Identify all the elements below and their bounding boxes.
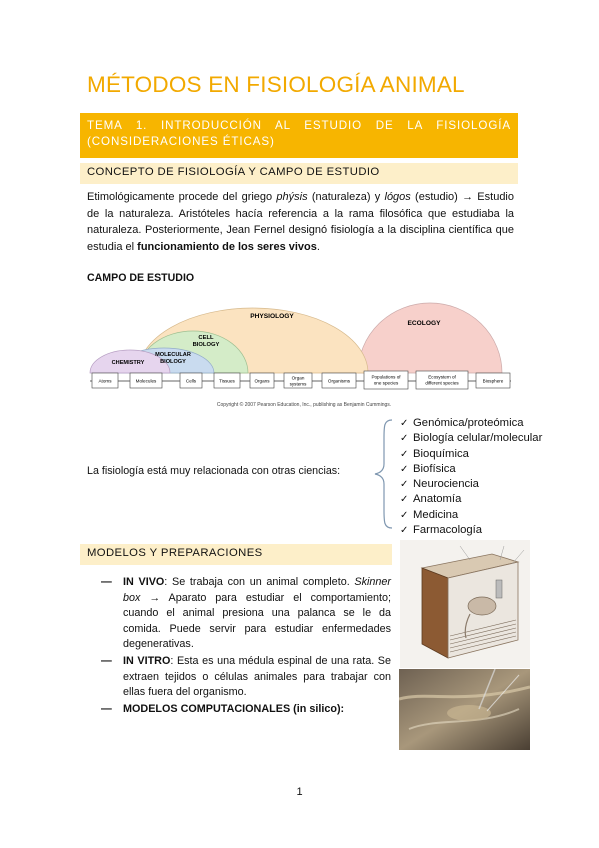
figure-copyright: Copyright © 2007 Pearson Education, Inc., publishing as Benjamin Cummings. [216, 402, 392, 408]
concept-paragraph [87, 189, 514, 255]
molecular-biology-label-2: BIOLOGY [160, 359, 186, 365]
section-heading-concepto [80, 163, 518, 184]
check-icon: ✓ [400, 509, 409, 521]
related-sciences-list [400, 416, 542, 538]
level-tissues: Tissues [219, 378, 235, 384]
list-item [400, 431, 542, 446]
term-physis: phýsis [276, 191, 308, 203]
list-item [400, 492, 542, 507]
science-item: Anatomía [413, 493, 462, 506]
section-heading-text: MODELOS Y PREPARACIONES [87, 547, 263, 559]
paragraph-text: (naturaleza) y [307, 191, 385, 203]
in-vivo-text: → Aparato para estudiar el comportamiento; cuando el animal presiona una palanca se le da comida. Puede servir para estudiar enfermedades degenerativas. [123, 591, 391, 651]
science-item: Neurociencia [413, 478, 479, 491]
tema-title: TEMA 1. INTRODUCCIÓN AL ESTUDIO DE LA FISIOLOGÍA (CONSIDERACIONES ÉTICAS) [87, 119, 511, 148]
level-cells: Cells [185, 378, 197, 384]
section-heading-text: CONCEPTO DE FISIOLOGÍA Y CAMPO DE ESTUDIO [87, 166, 380, 178]
paragraph-text: . [316, 240, 320, 253]
science-item: Medicina [413, 508, 459, 521]
paragraph-text: (estudio) → Estudio de la naturaleza. Aristóteles hacía referencia a la rama filosófica que estudiaba la naturaleza. Posteriormente, Jean Fernel designó fisiología a la disciplina científica que estudia el [87, 191, 514, 253]
ecology-label: ECOLOGY [407, 320, 441, 327]
list-item [400, 477, 542, 492]
list-item [400, 523, 542, 538]
level-biosphere: Biosphere [482, 378, 504, 384]
in-vitro-label: IN VITRO [123, 654, 171, 667]
level-ecosystem-1: Ecosystem of [428, 374, 456, 380]
skinner-box-image [400, 540, 530, 668]
check-icon: ✓ [400, 494, 409, 506]
level-molecules: Molecules [135, 378, 157, 384]
science-item: Farmacología [413, 524, 483, 537]
document-title: MÉTODOS EN FISIOLOGÍA ANIMAL [87, 72, 465, 97]
check-icon: ✓ [400, 463, 409, 475]
dash-bullet: — [101, 654, 112, 667]
page-number: 1 [296, 786, 303, 798]
level-organ-systems-2: systems [289, 381, 307, 387]
level-organs: Organs [254, 378, 270, 384]
section-heading-modelos [80, 544, 392, 565]
paragraph-text: Etimológicamente procede del griego [87, 191, 277, 203]
science-item: Biología celular/molecular [413, 432, 543, 445]
in-vivo-label: IN VIVO [123, 576, 165, 588]
in-vitro-text: : Esta es una médula espinal de una rata. Se extraen tejidos o células animales para trabajar con ellas fuera del organismo. [123, 654, 392, 699]
level-atoms: Atoms [98, 378, 112, 384]
level-populations-1: Populations of [371, 374, 401, 380]
science-item: Biofísica [413, 462, 456, 475]
check-icon: ✓ [400, 418, 409, 429]
term-logos: lógos [384, 191, 411, 203]
science-item: Genómica/proteómica [413, 417, 524, 429]
list-item-in-silico [101, 702, 391, 718]
check-icon: ✓ [400, 433, 409, 445]
fields-of-study-diagram [86, 293, 516, 411]
skinner-box-term: Skinner box [123, 576, 391, 604]
science-item: Bioquímica [413, 447, 469, 460]
list-item [400, 416, 542, 431]
level-ecosystem-2: different species [425, 380, 459, 386]
molecular-biology-label-1: MOLECULAR [155, 352, 191, 358]
check-icon: ✓ [400, 525, 409, 537]
related-sciences-text: La fisiología está muy relacionada con otras ciencias: [87, 465, 341, 477]
cell-biology-label-1: CELL [198, 335, 214, 341]
models-list [101, 575, 391, 717]
in-vivo-text: : Se trabaja con un animal completo. [164, 576, 355, 588]
curly-brace-icon [372, 418, 396, 530]
level-boxes [92, 371, 510, 389]
spinal-cord-preparation-image [399, 669, 530, 750]
level-organisms: Organisms [327, 378, 351, 384]
list-item [400, 447, 542, 462]
level-populations-2: one species [373, 380, 399, 386]
dash-bullet: — [101, 576, 112, 588]
list-item-in-vitro [101, 654, 391, 701]
check-icon: ✓ [400, 479, 409, 491]
list-item [400, 462, 542, 477]
in-silico-label: MODELOS COMPUTACIONALES (in silico) [123, 702, 341, 715]
tema-banner [80, 113, 518, 158]
dash-bullet: — [101, 702, 112, 715]
highlighted-phrase: funcionamiento de los seres vivos [137, 240, 317, 253]
ecology-arc [358, 303, 502, 373]
campo-estudio-title: CAMPO DE ESTUDIO [87, 272, 195, 284]
list-item [400, 508, 542, 523]
check-icon: ✓ [400, 448, 409, 460]
chemistry-label: CHEMISTRY [111, 360, 145, 366]
cell-biology-label-2: BIOLOGY [192, 342, 220, 348]
level-organ-systems-1: Organ [291, 375, 305, 381]
list-item-in-vivo [101, 575, 391, 653]
physiology-label: PHYSIOLOGY [250, 313, 294, 320]
in-silico-text: : [340, 702, 345, 715]
